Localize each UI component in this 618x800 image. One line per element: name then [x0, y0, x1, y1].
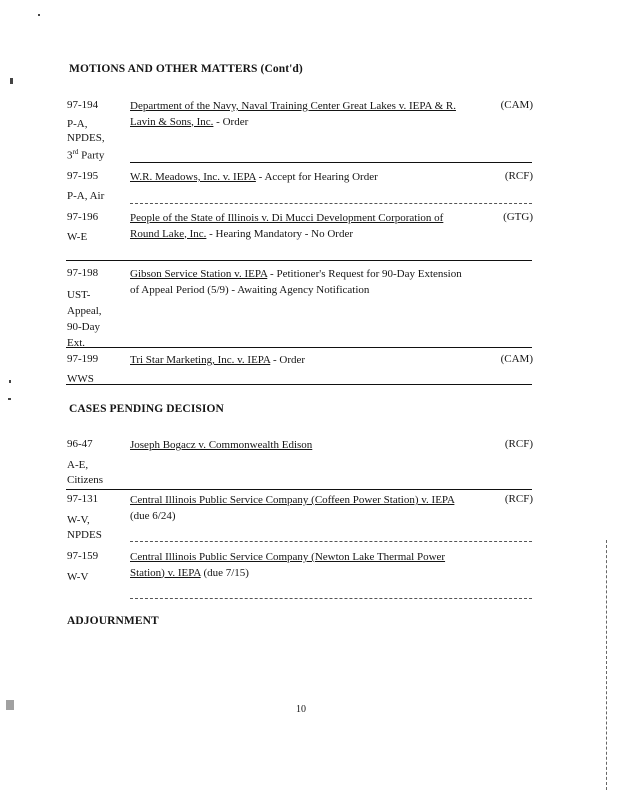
case-title [130, 99, 460, 130]
case-title-underlined: W.R. Meadows, Inc. v. IEPA [130, 171, 256, 183]
section-heading-adjournment: ADJOURNMENT [67, 615, 159, 627]
scan-edge-mark [606, 540, 607, 790]
case-entry [67, 99, 533, 162]
section-heading-motions: MOTIONS AND OTHER MATTERS (Cont'd) [69, 63, 303, 75]
case-category: P-A, NPDES, 3rd Party [67, 118, 105, 162]
case-title-underlined: Department of the Navy, Naval Training Center Great Lakes v. IEPA & R. Lavin & Sons, Inc. [130, 100, 456, 128]
scan-speck [8, 398, 11, 400]
case-staff: (RCF) [504, 438, 533, 450]
case-category: UST- Appeal, 90-Day Ext. [67, 289, 102, 349]
row-divider [130, 162, 532, 163]
case-title-underlined: Tri Star Marketing, Inc. v. IEPA [130, 354, 271, 366]
case-title-action: (due 7/15) [200, 566, 249, 579]
case-number: 96-47 [67, 438, 93, 450]
case-title [130, 211, 470, 242]
case-title [130, 353, 460, 369]
case-category: A-E, Citizens [67, 459, 104, 486]
case-number: 97-159 [67, 550, 99, 562]
case-number: 97-195 [67, 170, 99, 182]
case-title-underlined: People of the State of Illinois v. Di Mucci Development Corporation of Round Lake, Inc. [130, 212, 444, 240]
page-number: 10 [296, 704, 306, 715]
case-title-underlined: Gibson Service Station v. IEPA [130, 268, 268, 280]
row-divider [66, 347, 532, 348]
scan-speck [9, 380, 11, 383]
case-number: 97-196 [67, 211, 99, 223]
case-title-underlined: Central Illinois Public Service Company (Newton Lake Thermal Power Station) v. IEPA [130, 551, 446, 579]
case-title [130, 550, 470, 581]
case-number: 97-199 [67, 353, 99, 365]
case-title [130, 493, 470, 524]
case-entry [67, 211, 533, 251]
case-entry [67, 170, 533, 200]
row-divider [66, 260, 532, 261]
case-category: P-A, Air [67, 190, 105, 202]
case-entry [67, 438, 533, 486]
case-title-action: - Petitioner's Request for 90-Day Extension of Appeal Period (5/9) - Awaiting Agency Notification [130, 268, 462, 296]
case-staff: (CAM) [500, 353, 533, 365]
case-entry [67, 550, 533, 594]
section-heading-pending: CASES PENDING DECISION [69, 403, 224, 415]
case-number: 97-194 [67, 99, 99, 111]
scan-speck [10, 78, 13, 84]
case-category: WWS [67, 373, 94, 385]
scan-speck [6, 700, 14, 710]
case-title-underlined: Joseph Bogacz v. Commonwealth Edison [130, 439, 313, 451]
case-number: 97-131 [67, 493, 99, 505]
case-category: W-V, NPDES [67, 514, 102, 541]
case-entry [67, 267, 533, 349]
case-title-action: - Hearing Mandatory - No Order [206, 227, 353, 240]
case-category: W-E [67, 231, 88, 243]
case-staff: (RCF) [504, 170, 533, 182]
case-title-action: - Accept for Hearing Order [255, 171, 378, 183]
case-title [130, 438, 460, 454]
case-staff: (CAM) [500, 99, 533, 111]
case-title [130, 170, 460, 186]
case-number: 97-198 [67, 267, 99, 279]
row-divider [130, 541, 532, 542]
case-entry [67, 353, 533, 383]
case-title [130, 267, 470, 298]
case-entry [67, 493, 533, 539]
case-title-underlined: Central Illinois Public Service Company (Coffeen Power Station) v. IEPA [130, 494, 455, 506]
row-divider [130, 203, 532, 204]
row-divider [66, 384, 532, 385]
scan-speck [38, 14, 40, 16]
case-staff: (RCF) [504, 493, 533, 505]
row-divider [66, 489, 532, 490]
case-category: W-V [67, 571, 89, 583]
case-title-action: - Order [270, 354, 306, 366]
case-title-action: (due 6/24) [130, 509, 176, 522]
case-title-action: - Order [213, 115, 249, 128]
case-staff: (GTG) [503, 211, 533, 223]
row-divider [130, 598, 532, 599]
